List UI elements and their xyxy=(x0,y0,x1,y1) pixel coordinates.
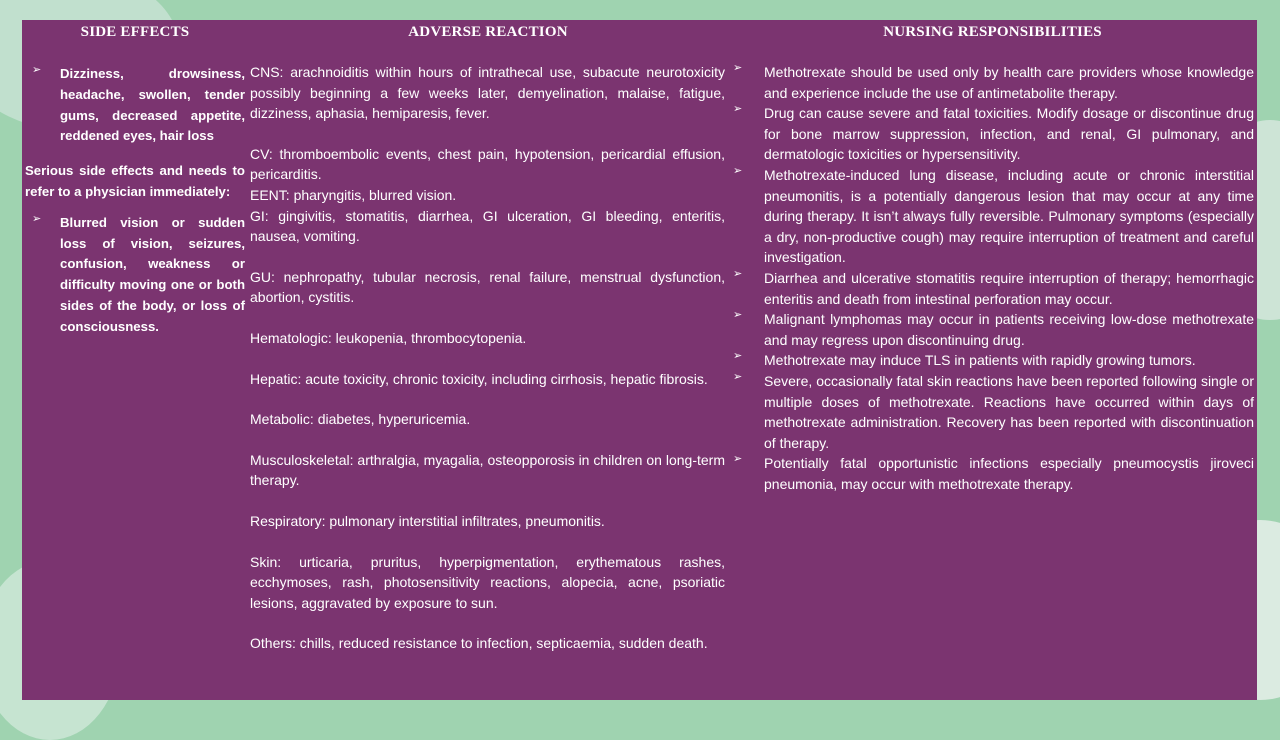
list-item xyxy=(728,62,1257,103)
arrow-bullet-icon: ➢ xyxy=(733,370,743,383)
adverse-reaction-gu: GU: nephropathy, tubular necrosis, renal failure, menstrual dysfunction, abortion, cystitis. xyxy=(250,268,725,306)
arrow-bullet-icon: ➢ xyxy=(733,309,743,322)
adverse-reaction-gi: GI: gingivitis, stomatitis, diarrhea, GI ulceration, GI bleeding, enteritis, nausea, vomiting. xyxy=(250,207,725,245)
side-effects-header: SIDE EFFECTS xyxy=(80,24,190,40)
nursing-item-text: Drug can cause severe and fatal toxicities. Modify dosage or discontinue drug for bone marrow suppression, infection, and renal, GI pulmonary, and dermatologic toxicities or hypersensitivity. xyxy=(764,105,1254,163)
arrow-bullet-icon: ➢ xyxy=(733,62,743,74)
list-item xyxy=(728,453,1257,494)
nursing-responsibilities-list xyxy=(728,62,1257,494)
nursing-item-text: Methotrexate should be used only by health care providers whose knowledge and experience include the use of antimetabolite therapy. xyxy=(764,64,1254,101)
arrow-bullet-icon: ➢ xyxy=(733,350,743,363)
list-item xyxy=(728,268,1257,309)
adverse-reaction-eent: EENT: pharyngitis, blurred vision. xyxy=(250,186,457,203)
arrow-bullet-icon: ➢ xyxy=(733,103,743,116)
adverse-reaction-others: Others: chills, reduced resistance to infection, septicaemia, sudden death. xyxy=(250,635,708,652)
adverse-reaction-hematologic: Hematologic: leukopenia, thrombocytopenia. xyxy=(250,329,527,346)
adverse-reaction-column xyxy=(248,20,728,654)
nursing-item-text: Malignant lymphomas may occur in patients receiving low-dose methotrexate and may regress upon discontinuing drug. xyxy=(764,311,1254,348)
adverse-reaction-musculoskeletal: Musculoskeletal: arthralgia, myagalia, osteopporosis in children on long-term therapy. xyxy=(250,451,725,489)
slide-table xyxy=(22,20,1257,700)
nursing-item-text: Diarrhea and ulcerative stomatitis require interruption of therapy; hemorrhagic enteritis and death from intestinal perforation may occur. xyxy=(764,269,1254,307)
serious-side-effects: Blurred vision or sudden loss of vision, seizures, confusion, weakness or difficulty moving one or both sides of the body, or loss of consciousness. xyxy=(60,214,245,334)
nursing-responsibilities-column xyxy=(728,20,1257,494)
adverse-reaction-respiratory: Respiratory: pulmonary interstitial infiltrates, pneumonitis. xyxy=(250,512,605,529)
serious-side-effects-list xyxy=(22,213,248,338)
nursing-item-text: Methotrexate-induced lung disease, including acute or chronic interstitial pneumonitis, is a potentially dangerous lesion that may occur at any time during therapy. It isn’t always fully reversible. Pulmonary symptoms (especially a dry, non-productive cough) may require interruption of treatment and careful investigation. xyxy=(764,166,1254,266)
list-item xyxy=(22,213,248,338)
nursing-item-text: Potentially fatal opportunistic infections especially pneumocystis jiroveci pneumonia, may occur with methotrexate therapy. xyxy=(764,455,1254,492)
side-effects-column xyxy=(22,20,248,338)
arrow-bullet-icon: ➢ xyxy=(733,164,743,177)
adverse-reaction-skin: Skin: urticaria, pruritus, hyperpigmentation, erythematous rashes, ecchymoses, rash, photosensitivity reactions, alopecia, acne, psoriatic lesions, aggravated by exposure to sun. xyxy=(250,553,725,611)
list-item xyxy=(728,371,1257,453)
list-item xyxy=(728,350,1257,371)
common-side-effects: Dizziness, drowsiness, headache, swollen, tender gums, decreased appetite, reddened eyes, hair loss xyxy=(60,66,245,144)
arrow-bullet-icon: ➢ xyxy=(733,267,743,280)
adverse-reaction-metabolic: Metabolic: diabetes, hyperuricemia. xyxy=(250,411,471,428)
list-item xyxy=(728,103,1257,165)
adverse-reaction-cns: CNS: arachnoiditis within hours of intrathecal use, subacute neurotoxicity possibly beginning a few weeks later, demyelination, malaise, fatigue, dizziness, aphasia, hemiparesis, fever. xyxy=(250,64,725,122)
list-item xyxy=(22,64,248,147)
nursing-item-text: Severe, occasionally fatal skin reactions have been reported following single or multiple doses of methotrexate. Reactions have occurred within days of methotrexate administration. Recovery has been reported with discontinuation of therapy. xyxy=(764,372,1254,451)
nursing-responsibilities-header: NURSING RESPONSIBILITIES xyxy=(883,24,1102,40)
adverse-reaction-hepatic: Hepatic: acute toxicity, chronic toxicity, including cirrhosis, hepatic fibrosis. xyxy=(250,370,708,387)
arrow-bullet-icon: ➢ xyxy=(733,453,743,466)
nursing-item-text: Methotrexate may induce TLS in patients with rapidly growing tumors. xyxy=(764,352,1196,369)
adverse-reaction-cv: CV: thromboembolic events, chest pain, hypotension, pericardial effusion, pericarditis. xyxy=(250,145,725,183)
arrow-bullet-icon: ➢ xyxy=(32,212,42,225)
list-item xyxy=(728,165,1257,268)
list-item xyxy=(728,309,1257,350)
arrow-bullet-icon: ➢ xyxy=(32,64,42,76)
side-effects-list xyxy=(22,64,248,147)
adverse-reaction-header: ADVERSE REACTION xyxy=(408,24,568,40)
serious-side-effects-intro: Serious side effects and needs to refer to a physician immediately: xyxy=(25,163,245,199)
